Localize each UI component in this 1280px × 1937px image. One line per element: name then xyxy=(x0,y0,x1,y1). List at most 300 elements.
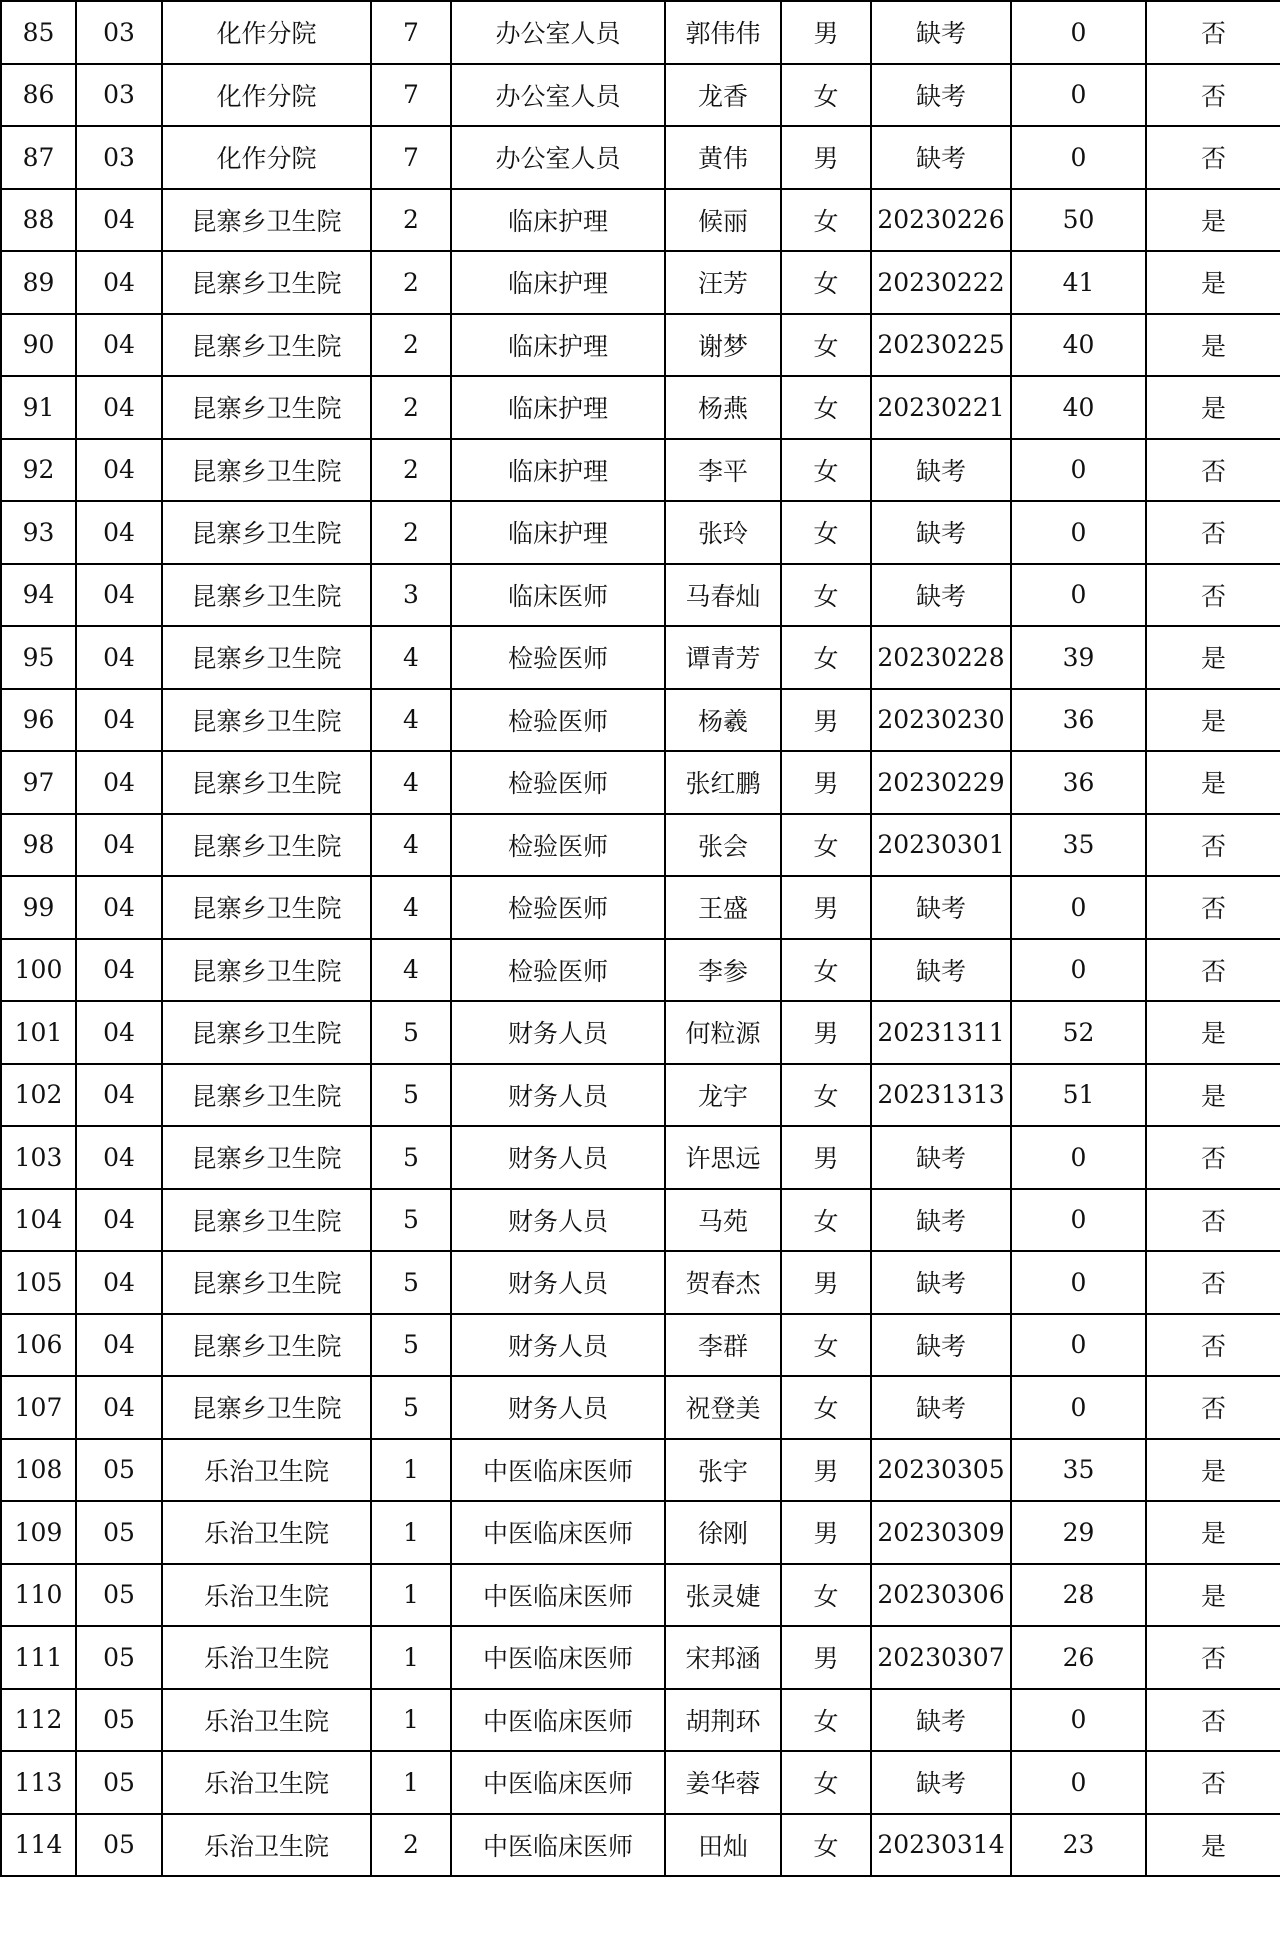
post-name-cell: 财务人员 xyxy=(451,1001,665,1064)
unit-cell: 昆寨乡卫生院 xyxy=(162,689,371,752)
table-row xyxy=(1,564,1280,627)
post-code-cell: 7 xyxy=(371,64,451,127)
gender-cell: 女 xyxy=(781,314,871,377)
seq-cell: 89 xyxy=(1,251,76,314)
gender-cell: 男 xyxy=(781,1001,871,1064)
unit-cell: 昆寨乡卫生院 xyxy=(162,1251,371,1314)
post-name-cell: 检验医师 xyxy=(451,751,665,814)
table-row xyxy=(1,189,1280,252)
table-row xyxy=(1,439,1280,502)
dept-code-cell: 04 xyxy=(76,876,162,939)
qualified-cell: 否 xyxy=(1146,1,1280,64)
qualified-cell: 是 xyxy=(1146,1001,1280,1064)
dept-code-cell: 04 xyxy=(76,751,162,814)
seq-cell: 107 xyxy=(1,1376,76,1439)
unit-cell: 昆寨乡卫生院 xyxy=(162,501,371,564)
score-cell: 26 xyxy=(1011,1626,1146,1689)
qualified-cell: 否 xyxy=(1146,1126,1280,1189)
name-cell: 李平 xyxy=(665,439,781,502)
post-code-cell: 5 xyxy=(371,1001,451,1064)
table-row xyxy=(1,1376,1280,1439)
dept-code-cell: 03 xyxy=(76,1,162,64)
dept-code-cell: 04 xyxy=(76,189,162,252)
table-row xyxy=(1,1626,1280,1689)
gender-cell: 男 xyxy=(781,1626,871,1689)
dept-code-cell: 04 xyxy=(76,689,162,752)
name-cell: 谭青芳 xyxy=(665,626,781,689)
ticket-number-cell: 缺考 xyxy=(871,564,1011,627)
post-name-cell: 检验医师 xyxy=(451,876,665,939)
post-code-cell: 4 xyxy=(371,814,451,877)
table-row xyxy=(1,1439,1280,1502)
unit-cell: 昆寨乡卫生院 xyxy=(162,939,371,1002)
table-row xyxy=(1,1564,1280,1627)
unit-cell: 昆寨乡卫生院 xyxy=(162,314,371,377)
name-cell: 祝登美 xyxy=(665,1376,781,1439)
post-code-cell: 1 xyxy=(371,1751,451,1814)
unit-cell: 昆寨乡卫生院 xyxy=(162,751,371,814)
seq-cell: 100 xyxy=(1,939,76,1002)
qualified-cell: 否 xyxy=(1146,1689,1280,1752)
qualified-cell: 否 xyxy=(1146,564,1280,627)
seq-cell: 108 xyxy=(1,1439,76,1502)
name-cell: 田灿 xyxy=(665,1814,781,1877)
ticket-number-cell: 20230301 xyxy=(871,814,1011,877)
dept-code-cell: 04 xyxy=(76,1001,162,1064)
name-cell: 张宇 xyxy=(665,1439,781,1502)
unit-cell: 昆寨乡卫生院 xyxy=(162,1064,371,1127)
qualified-cell: 否 xyxy=(1146,1251,1280,1314)
dept-code-cell: 04 xyxy=(76,564,162,627)
unit-cell: 乐治卫生院 xyxy=(162,1439,371,1502)
table-row xyxy=(1,1001,1280,1064)
table-row xyxy=(1,689,1280,752)
gender-cell: 女 xyxy=(781,1064,871,1127)
name-cell: 何粒源 xyxy=(665,1001,781,1064)
post-name-cell: 临床护理 xyxy=(451,189,665,252)
dept-code-cell: 03 xyxy=(76,126,162,189)
score-cell: 40 xyxy=(1011,314,1146,377)
score-cell: 36 xyxy=(1011,751,1146,814)
score-cell: 0 xyxy=(1011,1751,1146,1814)
post-name-cell: 财务人员 xyxy=(451,1376,665,1439)
unit-cell: 乐治卫生院 xyxy=(162,1564,371,1627)
post-name-cell: 临床护理 xyxy=(451,501,665,564)
gender-cell: 女 xyxy=(781,189,871,252)
unit-cell: 昆寨乡卫生院 xyxy=(162,1001,371,1064)
ticket-number-cell: 缺考 xyxy=(871,64,1011,127)
seq-cell: 98 xyxy=(1,814,76,877)
gender-cell: 女 xyxy=(781,814,871,877)
unit-cell: 昆寨乡卫生院 xyxy=(162,1189,371,1252)
dept-code-cell: 04 xyxy=(76,314,162,377)
qualified-cell: 是 xyxy=(1146,1501,1280,1564)
unit-cell: 昆寨乡卫生院 xyxy=(162,814,371,877)
dept-code-cell: 05 xyxy=(76,1501,162,1564)
name-cell: 谢梦 xyxy=(665,314,781,377)
dept-code-cell: 04 xyxy=(76,501,162,564)
qualified-cell: 否 xyxy=(1146,1376,1280,1439)
gender-cell: 女 xyxy=(781,1314,871,1377)
score-cell: 51 xyxy=(1011,1064,1146,1127)
seq-cell: 113 xyxy=(1,1751,76,1814)
qualified-cell: 是 xyxy=(1146,626,1280,689)
ticket-number-cell: 20230226 xyxy=(871,189,1011,252)
dept-code-cell: 04 xyxy=(76,439,162,502)
post-name-cell: 中医临床医师 xyxy=(451,1751,665,1814)
score-cell: 0 xyxy=(1011,1376,1146,1439)
ticket-number-cell: 20230222 xyxy=(871,251,1011,314)
score-cell: 50 xyxy=(1011,189,1146,252)
qualified-cell: 是 xyxy=(1146,1814,1280,1877)
score-cell: 23 xyxy=(1011,1814,1146,1877)
score-cell: 0 xyxy=(1011,939,1146,1002)
gender-cell: 男 xyxy=(781,876,871,939)
post-code-cell: 2 xyxy=(371,251,451,314)
name-cell: 张会 xyxy=(665,814,781,877)
post-code-cell: 5 xyxy=(371,1251,451,1314)
ticket-number-cell: 缺考 xyxy=(871,501,1011,564)
name-cell: 龙香 xyxy=(665,64,781,127)
dept-code-cell: 05 xyxy=(76,1814,162,1877)
name-cell: 贺春杰 xyxy=(665,1251,781,1314)
name-cell: 候丽 xyxy=(665,189,781,252)
qualified-cell: 是 xyxy=(1146,314,1280,377)
score-cell: 0 xyxy=(1011,1314,1146,1377)
qualified-cell: 否 xyxy=(1146,64,1280,127)
ticket-number-cell: 20230305 xyxy=(871,1439,1011,1502)
ticket-number-cell: 缺考 xyxy=(871,1126,1011,1189)
gender-cell: 女 xyxy=(781,376,871,439)
unit-cell: 乐治卫生院 xyxy=(162,1501,371,1564)
score-cell: 39 xyxy=(1011,626,1146,689)
dept-code-cell: 04 xyxy=(76,1064,162,1127)
seq-cell: 93 xyxy=(1,501,76,564)
table-row xyxy=(1,1689,1280,1752)
seq-cell: 102 xyxy=(1,1064,76,1127)
ticket-number-cell: 20230228 xyxy=(871,626,1011,689)
name-cell: 李参 xyxy=(665,939,781,1002)
seq-cell: 91 xyxy=(1,376,76,439)
post-code-cell: 2 xyxy=(371,314,451,377)
gender-cell: 女 xyxy=(781,501,871,564)
ticket-number-cell: 缺考 xyxy=(871,1189,1011,1252)
name-cell: 马苑 xyxy=(665,1189,781,1252)
post-name-cell: 财务人员 xyxy=(451,1126,665,1189)
qualified-cell: 否 xyxy=(1146,439,1280,502)
gender-cell: 女 xyxy=(781,251,871,314)
score-cell: 0 xyxy=(1011,64,1146,127)
seq-cell: 109 xyxy=(1,1501,76,1564)
gender-cell: 女 xyxy=(781,564,871,627)
seq-cell: 95 xyxy=(1,626,76,689)
post-code-cell: 2 xyxy=(371,189,451,252)
post-name-cell: 临床护理 xyxy=(451,314,665,377)
name-cell: 黄伟 xyxy=(665,126,781,189)
score-cell: 0 xyxy=(1011,564,1146,627)
table-row xyxy=(1,1189,1280,1252)
ticket-number-cell: 缺考 xyxy=(871,1314,1011,1377)
score-cell: 36 xyxy=(1011,689,1146,752)
seq-cell: 88 xyxy=(1,189,76,252)
table-row xyxy=(1,939,1280,1002)
gender-cell: 男 xyxy=(781,1501,871,1564)
post-name-cell: 临床护理 xyxy=(451,251,665,314)
unit-cell: 昆寨乡卫生院 xyxy=(162,1314,371,1377)
gender-cell: 女 xyxy=(781,1751,871,1814)
score-cell: 0 xyxy=(1011,1126,1146,1189)
qualified-cell: 是 xyxy=(1146,1564,1280,1627)
seq-cell: 106 xyxy=(1,1314,76,1377)
post-name-cell: 中医临床医师 xyxy=(451,1564,665,1627)
post-name-cell: 中医临床医师 xyxy=(451,1626,665,1689)
unit-cell: 昆寨乡卫生院 xyxy=(162,376,371,439)
name-cell: 张灵婕 xyxy=(665,1564,781,1627)
gender-cell: 女 xyxy=(781,939,871,1002)
post-name-cell: 临床护理 xyxy=(451,376,665,439)
ticket-number-cell: 20230307 xyxy=(871,1626,1011,1689)
name-cell: 宋邦涵 xyxy=(665,1626,781,1689)
score-cell: 0 xyxy=(1011,126,1146,189)
post-name-cell: 中医临床医师 xyxy=(451,1501,665,1564)
post-name-cell: 中医临床医师 xyxy=(451,1689,665,1752)
score-cell: 29 xyxy=(1011,1501,1146,1564)
seq-cell: 87 xyxy=(1,126,76,189)
ticket-number-cell: 20230229 xyxy=(871,751,1011,814)
post-code-cell: 3 xyxy=(371,564,451,627)
qualified-cell: 是 xyxy=(1146,376,1280,439)
gender-cell: 男 xyxy=(781,1439,871,1502)
post-name-cell: 办公室人员 xyxy=(451,126,665,189)
table-row xyxy=(1,1064,1280,1127)
post-code-cell: 5 xyxy=(371,1126,451,1189)
post-name-cell: 检验医师 xyxy=(451,814,665,877)
name-cell: 张玲 xyxy=(665,501,781,564)
ticket-number-cell: 缺考 xyxy=(871,876,1011,939)
seq-cell: 99 xyxy=(1,876,76,939)
unit-cell: 化作分院 xyxy=(162,64,371,127)
ticket-number-cell: 20230225 xyxy=(871,314,1011,377)
post-code-cell: 4 xyxy=(371,751,451,814)
post-code-cell: 2 xyxy=(371,501,451,564)
qualified-cell: 是 xyxy=(1146,751,1280,814)
unit-cell: 昆寨乡卫生院 xyxy=(162,189,371,252)
unit-cell: 昆寨乡卫生院 xyxy=(162,251,371,314)
seq-cell: 86 xyxy=(1,64,76,127)
table-row xyxy=(1,501,1280,564)
post-name-cell: 财务人员 xyxy=(451,1314,665,1377)
seq-cell: 104 xyxy=(1,1189,76,1252)
unit-cell: 乐治卫生院 xyxy=(162,1689,371,1752)
table-body xyxy=(1,1,1280,1876)
ticket-number-cell: 20230230 xyxy=(871,689,1011,752)
score-cell: 35 xyxy=(1011,1439,1146,1502)
post-code-cell: 4 xyxy=(371,689,451,752)
post-code-cell: 2 xyxy=(371,376,451,439)
gender-cell: 女 xyxy=(781,626,871,689)
ticket-number-cell: 20230306 xyxy=(871,1564,1011,1627)
name-cell: 王盛 xyxy=(665,876,781,939)
post-name-cell: 检验医师 xyxy=(451,689,665,752)
unit-cell: 昆寨乡卫生院 xyxy=(162,564,371,627)
dept-code-cell: 05 xyxy=(76,1564,162,1627)
ticket-number-cell: 20231311 xyxy=(871,1001,1011,1064)
ticket-number-cell: 缺考 xyxy=(871,1,1011,64)
seq-cell: 112 xyxy=(1,1689,76,1752)
seq-cell: 92 xyxy=(1,439,76,502)
post-name-cell: 临床医师 xyxy=(451,564,665,627)
seq-cell: 111 xyxy=(1,1626,76,1689)
ticket-number-cell: 缺考 xyxy=(871,1376,1011,1439)
post-code-cell: 5 xyxy=(371,1064,451,1127)
post-code-cell: 1 xyxy=(371,1564,451,1627)
qualified-cell: 否 xyxy=(1146,939,1280,1002)
qualified-cell: 否 xyxy=(1146,1314,1280,1377)
qualified-cell: 否 xyxy=(1146,814,1280,877)
gender-cell: 男 xyxy=(781,1126,871,1189)
name-cell: 胡荆环 xyxy=(665,1689,781,1752)
dept-code-cell: 05 xyxy=(76,1751,162,1814)
ticket-number-cell: 20231313 xyxy=(871,1064,1011,1127)
seq-cell: 90 xyxy=(1,314,76,377)
dept-code-cell: 04 xyxy=(76,1314,162,1377)
post-code-cell: 4 xyxy=(371,939,451,1002)
ticket-number-cell: 缺考 xyxy=(871,439,1011,502)
unit-cell: 昆寨乡卫生院 xyxy=(162,626,371,689)
score-cell: 0 xyxy=(1011,1689,1146,1752)
ticket-number-cell: 20230221 xyxy=(871,376,1011,439)
name-cell: 龙宇 xyxy=(665,1064,781,1127)
dept-code-cell: 04 xyxy=(76,251,162,314)
post-code-cell: 4 xyxy=(371,626,451,689)
score-cell: 35 xyxy=(1011,814,1146,877)
score-cell: 0 xyxy=(1011,1,1146,64)
name-cell: 许思远 xyxy=(665,1126,781,1189)
dept-code-cell: 04 xyxy=(76,1376,162,1439)
table-row xyxy=(1,1751,1280,1814)
post-name-cell: 财务人员 xyxy=(451,1064,665,1127)
dept-code-cell: 04 xyxy=(76,626,162,689)
table-row xyxy=(1,1314,1280,1377)
score-cell: 0 xyxy=(1011,439,1146,502)
name-cell: 汪芳 xyxy=(665,251,781,314)
qualified-cell: 是 xyxy=(1146,689,1280,752)
seq-cell: 105 xyxy=(1,1251,76,1314)
score-cell: 0 xyxy=(1011,876,1146,939)
post-name-cell: 中医临床医师 xyxy=(451,1814,665,1877)
unit-cell: 昆寨乡卫生院 xyxy=(162,1126,371,1189)
gender-cell: 女 xyxy=(781,439,871,502)
gender-cell: 女 xyxy=(781,64,871,127)
unit-cell: 昆寨乡卫生院 xyxy=(162,876,371,939)
unit-cell: 化作分院 xyxy=(162,1,371,64)
dept-code-cell: 05 xyxy=(76,1626,162,1689)
post-code-cell: 7 xyxy=(371,1,451,64)
post-name-cell: 办公室人员 xyxy=(451,1,665,64)
gender-cell: 男 xyxy=(781,1,871,64)
gender-cell: 男 xyxy=(781,689,871,752)
post-code-cell: 2 xyxy=(371,1814,451,1877)
post-code-cell: 1 xyxy=(371,1501,451,1564)
post-name-cell: 临床护理 xyxy=(451,439,665,502)
gender-cell: 男 xyxy=(781,1251,871,1314)
unit-cell: 乐治卫生院 xyxy=(162,1626,371,1689)
name-cell: 杨燕 xyxy=(665,376,781,439)
score-cell: 0 xyxy=(1011,1189,1146,1252)
seq-cell: 114 xyxy=(1,1814,76,1877)
score-cell: 40 xyxy=(1011,376,1146,439)
dept-code-cell: 04 xyxy=(76,376,162,439)
gender-cell: 女 xyxy=(781,1814,871,1877)
score-cell: 28 xyxy=(1011,1564,1146,1627)
post-code-cell: 5 xyxy=(371,1314,451,1377)
seq-cell: 110 xyxy=(1,1564,76,1627)
qualified-cell: 是 xyxy=(1146,189,1280,252)
post-code-cell: 1 xyxy=(371,1689,451,1752)
seq-cell: 103 xyxy=(1,1126,76,1189)
ticket-number-cell: 20230309 xyxy=(871,1501,1011,1564)
name-cell: 马春灿 xyxy=(665,564,781,627)
ticket-number-cell: 缺考 xyxy=(871,1689,1011,1752)
table-row xyxy=(1,1814,1280,1877)
qualified-cell: 是 xyxy=(1146,1439,1280,1502)
qualified-cell: 否 xyxy=(1146,126,1280,189)
seq-cell: 94 xyxy=(1,564,76,627)
ticket-number-cell: 缺考 xyxy=(871,126,1011,189)
name-cell: 徐刚 xyxy=(665,1501,781,1564)
table-row xyxy=(1,314,1280,377)
dept-code-cell: 04 xyxy=(76,814,162,877)
unit-cell: 乐治卫生院 xyxy=(162,1814,371,1877)
post-code-cell: 1 xyxy=(371,1626,451,1689)
ticket-number-cell: 缺考 xyxy=(871,939,1011,1002)
seq-cell: 96 xyxy=(1,689,76,752)
name-cell: 郭伟伟 xyxy=(665,1,781,64)
table-row xyxy=(1,251,1280,314)
qualified-cell: 否 xyxy=(1146,501,1280,564)
dept-code-cell: 04 xyxy=(76,1189,162,1252)
gender-cell: 女 xyxy=(781,1376,871,1439)
dept-code-cell: 04 xyxy=(76,939,162,1002)
table-row xyxy=(1,1126,1280,1189)
qualified-cell: 否 xyxy=(1146,1626,1280,1689)
qualified-cell: 否 xyxy=(1146,1189,1280,1252)
name-cell: 李群 xyxy=(665,1314,781,1377)
post-code-cell: 1 xyxy=(371,1439,451,1502)
gender-cell: 男 xyxy=(781,751,871,814)
gender-cell: 女 xyxy=(781,1189,871,1252)
post-name-cell: 检验医师 xyxy=(451,939,665,1002)
seq-cell: 101 xyxy=(1,1001,76,1064)
table-row xyxy=(1,626,1280,689)
unit-cell: 昆寨乡卫生院 xyxy=(162,1376,371,1439)
post-code-cell: 5 xyxy=(371,1376,451,1439)
table-row xyxy=(1,126,1280,189)
name-cell: 杨羲 xyxy=(665,689,781,752)
post-name-cell: 中医临床医师 xyxy=(451,1439,665,1502)
qualified-cell: 否 xyxy=(1146,876,1280,939)
gender-cell: 女 xyxy=(781,1689,871,1752)
gender-cell: 男 xyxy=(781,126,871,189)
post-name-cell: 财务人员 xyxy=(451,1251,665,1314)
gender-cell: 女 xyxy=(781,1564,871,1627)
post-name-cell: 办公室人员 xyxy=(451,64,665,127)
qualified-cell: 否 xyxy=(1146,1751,1280,1814)
unit-cell: 化作分院 xyxy=(162,126,371,189)
unit-cell: 昆寨乡卫生院 xyxy=(162,439,371,502)
name-cell: 姜华蓉 xyxy=(665,1751,781,1814)
dept-code-cell: 04 xyxy=(76,1251,162,1314)
